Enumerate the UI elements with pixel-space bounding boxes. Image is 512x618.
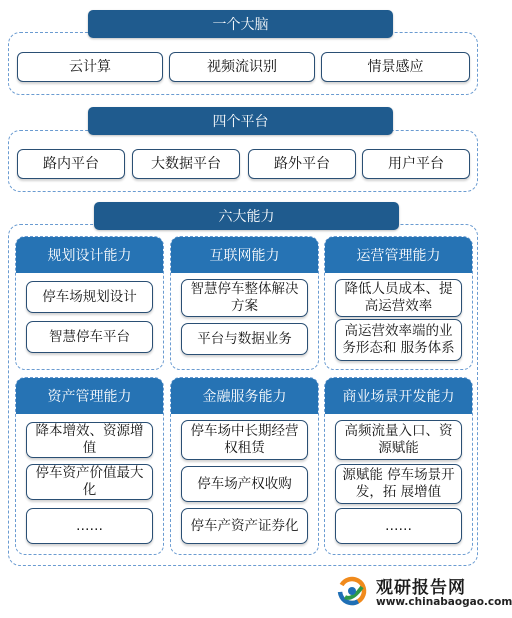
capability-item: 停车场产权收购	[181, 466, 308, 502]
capability-item: 降低人员成本、提高运营效率	[335, 279, 462, 317]
platform-item-bigdata: 大数据平台	[132, 149, 240, 179]
capabilities-banner	[94, 202, 399, 230]
capabilities-title: 六大能力	[218, 209, 275, 225]
capability-card-title: 规划设计能力	[16, 237, 163, 273]
capability-card-assets	[15, 377, 164, 555]
capability-item: 智慧停车平台	[26, 321, 153, 353]
capability-item: ……	[335, 508, 462, 544]
brain-item-video: 视频流识别	[169, 52, 315, 82]
capability-card-title: 金融服务能力	[171, 378, 318, 414]
brand-logo	[335, 571, 512, 615]
capability-card-title: 商业场景开发能力	[325, 378, 472, 414]
capability-item: 停车场中长期经营权租赁	[181, 420, 308, 460]
capability-item: 智慧停车整体解决方案	[181, 279, 308, 317]
capability-item: 停车场规划设计	[26, 281, 153, 313]
platforms-banner	[88, 107, 393, 135]
brain-item-cloud: 云计算	[17, 52, 163, 82]
capability-card-planning	[15, 236, 164, 370]
capability-item: 高运营效率端的业务形态和 服务体系	[335, 319, 462, 361]
capability-item: 降本增效、资源增值	[26, 422, 153, 458]
platforms-title: 四个平台	[212, 114, 269, 130]
capability-card-title: 运营管理能力	[325, 237, 472, 273]
brain-banner	[88, 10, 393, 38]
platform-item-offstreet: 路外平台	[248, 149, 356, 179]
capability-item: ……	[26, 508, 153, 544]
brain-item-context: 情景感应	[321, 52, 470, 82]
capability-item: 平台与数据业务	[181, 323, 308, 355]
platform-item-user: 用户平台	[362, 149, 470, 179]
capability-card-operations	[324, 236, 473, 370]
brand-name: 观研报告网	[376, 578, 466, 598]
brand-logo-icon	[335, 571, 375, 611]
capability-item: 停车产资产证券化	[181, 508, 308, 544]
capability-card-title: 互联网能力	[171, 237, 318, 273]
capability-item: 高频流量入口、资源赋能	[335, 420, 462, 460]
capability-card-finance	[170, 377, 319, 555]
capability-card-commercial	[324, 377, 473, 555]
brain-title: 一个大脑	[212, 17, 269, 33]
platform-item-onstreet: 路内平台	[17, 149, 125, 179]
capability-card-title: 资产管理能力	[16, 378, 163, 414]
capability-card-internet	[170, 236, 319, 370]
brand-url: www.chinabaogao.com	[376, 596, 512, 608]
capability-item: 源赋能 停车场景开发，拓 展增值	[335, 464, 462, 504]
capability-item: 停车资产价值最大化	[26, 464, 153, 500]
